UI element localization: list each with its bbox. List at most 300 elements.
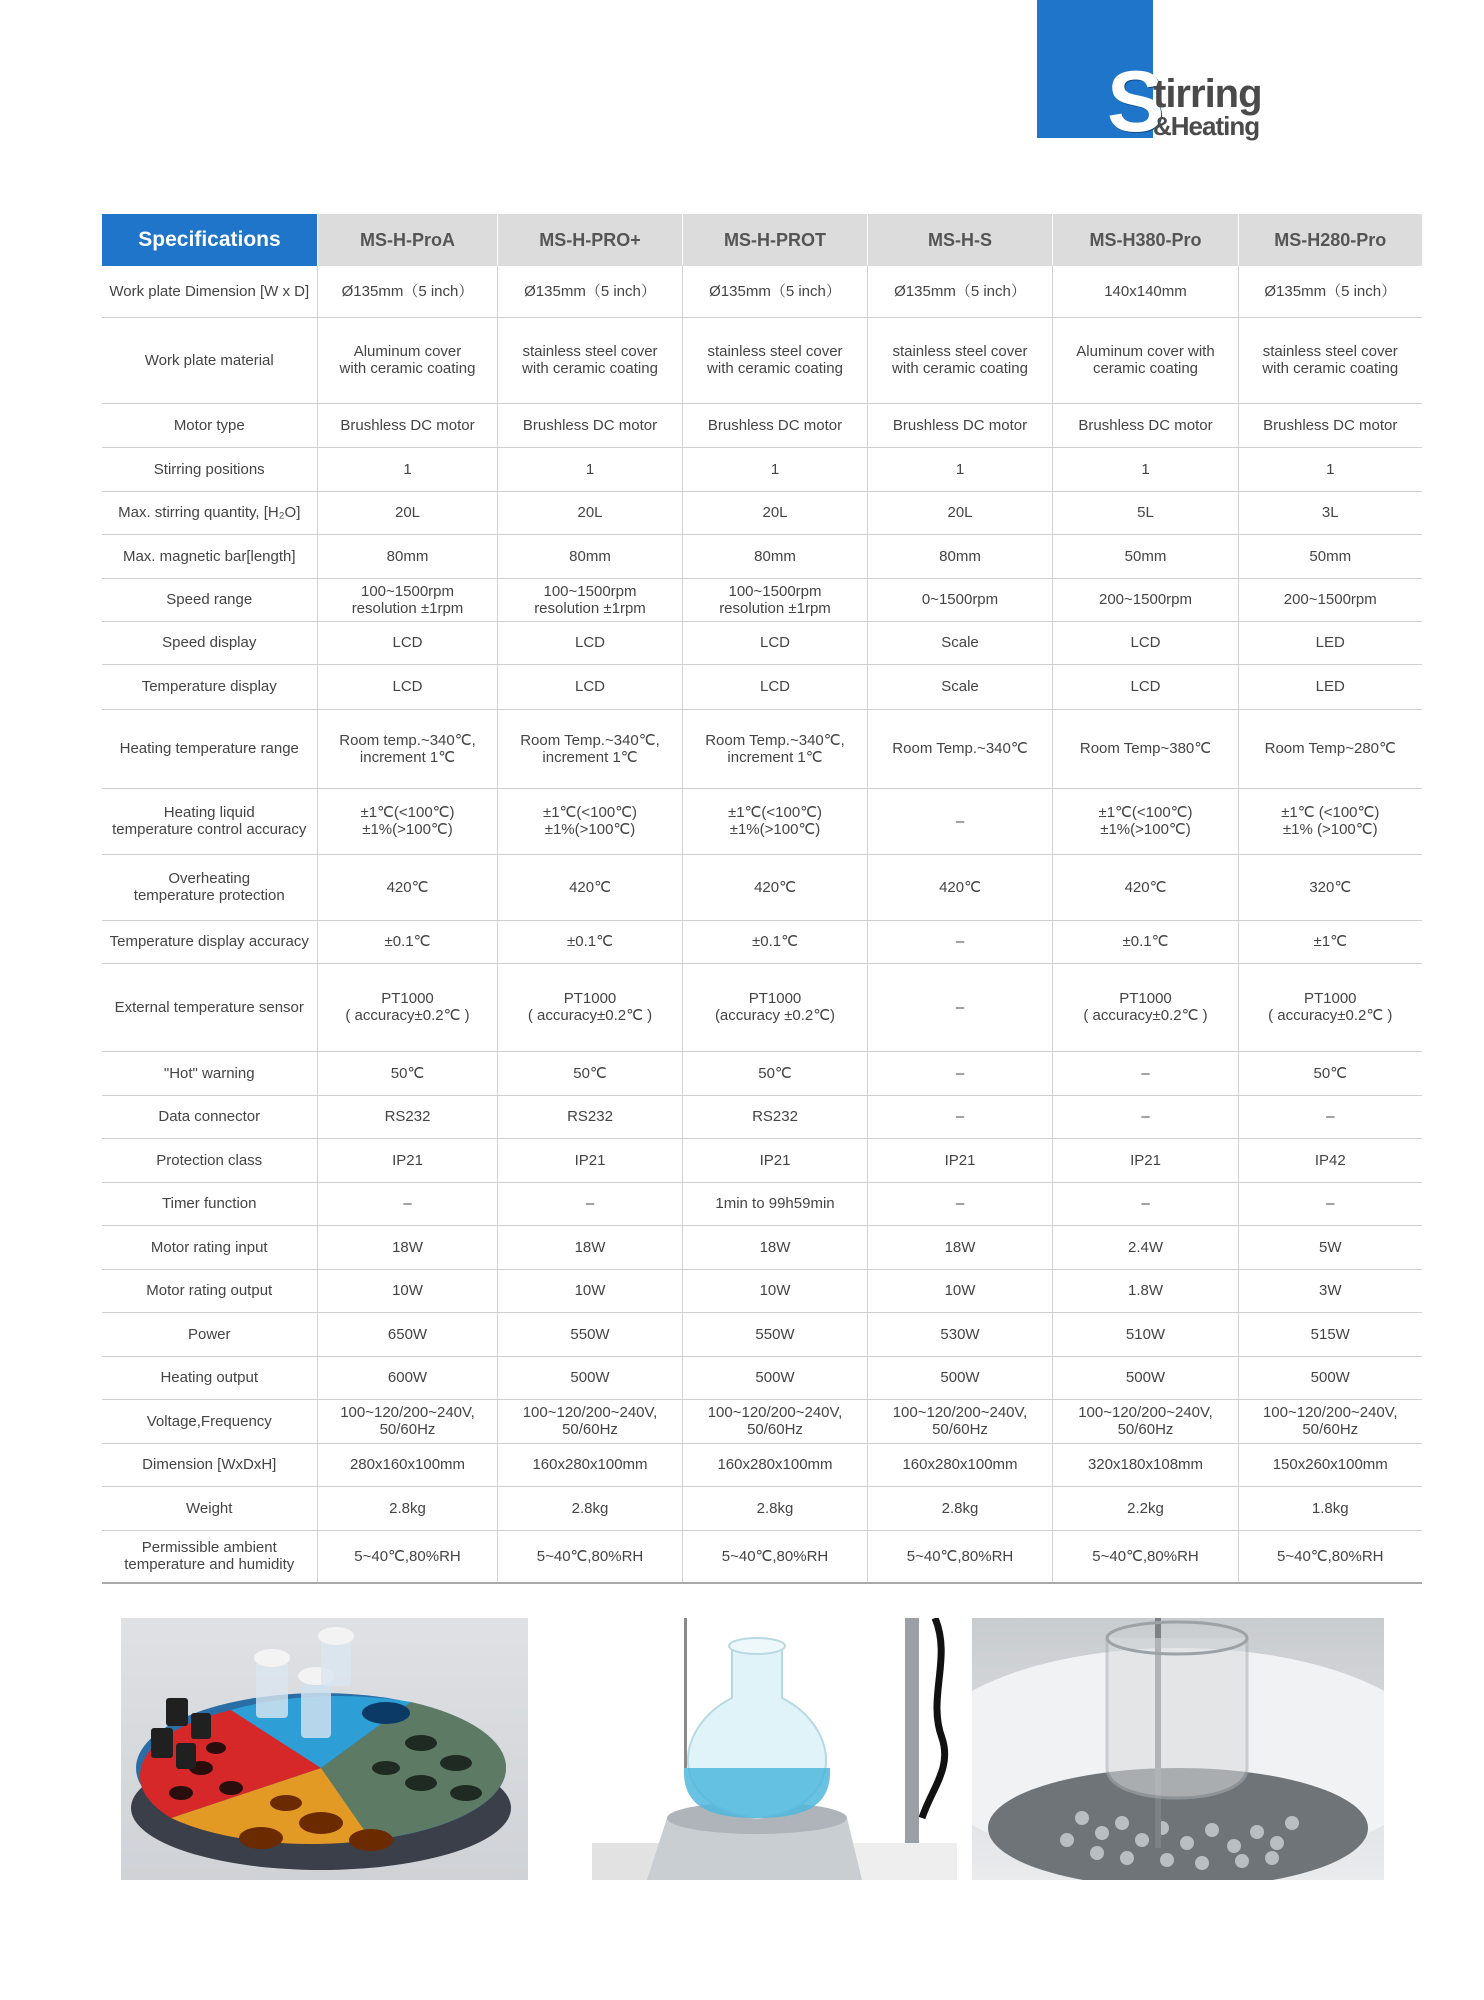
- spec-value: IP21: [944, 1151, 976, 1169]
- spec-value: PT1000 ( accuracy±0.2℃ ): [345, 990, 470, 1024]
- spec-value: stainless steel cover with ceramic coating: [1262, 343, 1399, 377]
- spec-value-cell: [683, 491, 868, 534]
- spec-value-cell: [1239, 1356, 1422, 1399]
- spec-value: 150x260x100mm: [1272, 1456, 1388, 1473]
- spec-value-cell: [868, 1356, 1053, 1399]
- spec-value: 1: [403, 460, 412, 478]
- spec-label-cell: [102, 534, 318, 578]
- spec-value: –: [955, 1064, 965, 1082]
- spec-value-cell: [868, 578, 1053, 621]
- spec-value-cell: [683, 963, 868, 1051]
- spec-value-cell: [868, 854, 1053, 920]
- table-row: [102, 266, 1422, 317]
- spec-value-cell: [868, 1269, 1053, 1312]
- spec-value-cell: [868, 1182, 1053, 1225]
- spec-label-cell: [102, 1182, 318, 1225]
- spec-value-cell: [683, 1443, 868, 1486]
- spec-value-cell: [318, 621, 498, 664]
- spec-value: 100~120/200~240V, 50/60Hz: [892, 1404, 1028, 1438]
- spec-label: Power: [187, 1325, 231, 1343]
- spec-value: IP21: [574, 1151, 606, 1169]
- spec-value-cell: [1053, 534, 1239, 578]
- spec-value: 160x280x100mm: [717, 1456, 833, 1473]
- spec-value-cell: [318, 266, 498, 317]
- spec-value: 100~120/200~240V, 50/60Hz: [340, 1404, 475, 1438]
- spec-label-cell: [102, 788, 318, 854]
- spec-value: Ø135mm（5 inch）: [1264, 282, 1397, 300]
- table-header: [102, 214, 1422, 266]
- spec-value-cell: [868, 788, 1053, 854]
- spec-value-cell: [683, 403, 868, 447]
- spec-value: 2.8kg: [756, 1499, 794, 1517]
- spec-value-cell: [868, 664, 1053, 709]
- spec-label: Permissible ambient temperature and humidity: [124, 1539, 295, 1574]
- spec-value-cell: [1053, 1138, 1239, 1182]
- spec-value: 100~1500rpm resolution ±1rpm: [719, 582, 831, 617]
- spec-value: stainless steel cover with ceramic coating: [707, 343, 843, 377]
- spec-value-cell: [1053, 1356, 1239, 1399]
- model-header: MS-H280-Pro: [1239, 214, 1422, 266]
- table-row: [102, 709, 1422, 788]
- spec-label-cell: [102, 1530, 318, 1583]
- spec-value-cell: [683, 709, 868, 788]
- spec-value-cell: [498, 963, 683, 1051]
- spec-value-cell: [683, 578, 868, 621]
- spec-value: –: [955, 998, 965, 1016]
- spec-value: ±0.1℃: [567, 933, 613, 950]
- spec-value: 5~40℃,80%RH: [721, 1547, 829, 1565]
- spec-value: ±1℃(<100℃) ±1%(>100℃): [360, 804, 455, 838]
- spec-value: 3W: [1319, 1282, 1342, 1299]
- spec-value: 80mm: [569, 547, 611, 565]
- spec-value-cell: [498, 1051, 683, 1095]
- table-row: [102, 1051, 1422, 1095]
- model-header: MS-H380-Pro: [1053, 214, 1239, 266]
- spec-value-cell: [683, 1095, 868, 1138]
- spec-value-cell: [318, 788, 498, 854]
- table-row: [102, 1138, 1422, 1182]
- spec-value: 5W: [1319, 1238, 1342, 1256]
- spec-value: 80mm: [386, 547, 429, 565]
- spec-value-cell: [868, 534, 1053, 578]
- spec-value-cell: [318, 963, 498, 1051]
- spec-value: 5~40℃,80%RH: [1092, 1547, 1199, 1565]
- spec-value: –: [1141, 1108, 1150, 1125]
- spec-value-cell: [498, 578, 683, 621]
- spec-value: LCD: [392, 634, 423, 651]
- spec-value-cell: [1053, 1486, 1239, 1530]
- table-row: [102, 1486, 1422, 1530]
- spec-label-cell: [102, 447, 318, 491]
- spec-value-cell: [1053, 1182, 1239, 1225]
- spec-value: 50℃: [758, 1064, 792, 1082]
- spec-value: 200~1500rpm: [1283, 591, 1377, 608]
- spec-label-cell: [102, 1312, 318, 1356]
- spec-value-cell: [1053, 403, 1239, 447]
- spec-value: 320x180x108mm: [1087, 1456, 1204, 1473]
- spec-value: –: [1141, 1195, 1150, 1212]
- spec-value: Room Temp~380℃: [1079, 740, 1212, 757]
- spec-value-cell: [498, 1182, 683, 1225]
- spec-label-cell: [102, 1356, 318, 1399]
- spec-value: 80mm: [754, 547, 796, 565]
- spec-label: Temperature display accuracy: [109, 933, 309, 950]
- table-row: [102, 1399, 1422, 1443]
- spec-value-cell: [1239, 447, 1422, 491]
- table-row: [102, 1182, 1422, 1225]
- table-row: [102, 578, 1422, 621]
- spec-label: External temperature sensor: [114, 998, 304, 1016]
- table-row: [102, 534, 1422, 578]
- spec-label-cell: [102, 1225, 318, 1269]
- spec-value-cell: [683, 1138, 868, 1182]
- spec-value-cell: [1053, 920, 1239, 963]
- spec-value: 500W: [1310, 1369, 1350, 1386]
- spec-value-cell: [868, 920, 1053, 963]
- spec-label: "Hot" warning: [163, 1064, 255, 1082]
- spec-value: 500W: [940, 1369, 980, 1386]
- spec-value-cell: [1239, 1269, 1422, 1312]
- model-header: MS-H-PROT: [683, 214, 868, 266]
- specifications-table: [101, 214, 1422, 1584]
- spec-value-cell: [683, 920, 868, 963]
- spec-label-cell: [102, 854, 318, 920]
- spec-value: 1.8W: [1127, 1282, 1163, 1299]
- spec-value-cell: [1053, 963, 1239, 1051]
- spec-value-cell: [498, 854, 683, 920]
- spec-value: 160x280x100mm: [532, 1456, 648, 1473]
- spec-value-cell: [683, 1486, 868, 1530]
- table-row: [102, 403, 1422, 447]
- spec-value-cell: [1239, 920, 1422, 963]
- spec-value: 1: [1326, 460, 1335, 478]
- spec-value: 3L: [1321, 504, 1339, 521]
- spec-value: 100~120/200~240V, 50/60Hz: [522, 1404, 658, 1438]
- spec-value: 80mm: [939, 547, 981, 565]
- spec-value-cell: [1053, 317, 1239, 403]
- spec-value-cell: [318, 854, 498, 920]
- spec-value-cell: [498, 1443, 683, 1486]
- spec-value: Brushless DC motor: [892, 416, 1028, 434]
- spec-value: ±0.1℃: [752, 933, 798, 950]
- spec-value: 50mm: [1309, 547, 1352, 565]
- spec-value-cell: [498, 664, 683, 709]
- spec-value-cell: [683, 1182, 868, 1225]
- spec-value: stainless steel cover with ceramic coating: [522, 343, 658, 377]
- logo-word-heating: &Heating: [1153, 111, 1260, 141]
- spec-value-cell: [498, 447, 683, 491]
- spec-value: RS232: [567, 1108, 613, 1125]
- spec-value-cell: [318, 1486, 498, 1530]
- table-row: [102, 664, 1422, 709]
- spec-value-cell: [1239, 578, 1422, 621]
- spec-value: –: [1326, 1195, 1335, 1212]
- spec-value-cell: [1053, 1399, 1239, 1443]
- spec-value: 1.8kg: [1311, 1499, 1349, 1517]
- spec-label: Work plate Dimension [W x D]: [109, 282, 310, 300]
- spec-label: Motor rating output: [146, 1282, 273, 1299]
- table-row: [102, 1530, 1422, 1583]
- spec-value-cell: [1053, 266, 1239, 317]
- flask-illustration: [592, 1618, 957, 1880]
- spec-value-cell: [1053, 709, 1239, 788]
- spec-value: 5~40℃,80%RH: [1277, 1547, 1384, 1565]
- spec-value: 18W: [392, 1238, 423, 1256]
- spec-value: 420℃: [939, 878, 981, 896]
- spec-value: 50℃: [1313, 1064, 1348, 1082]
- table-row: [102, 1443, 1422, 1486]
- spec-value-cell: [868, 317, 1053, 403]
- spec-value-cell: [318, 709, 498, 788]
- spec-value-cell: [868, 403, 1053, 447]
- table-row: [102, 447, 1422, 491]
- spec-value-cell: [1239, 317, 1422, 403]
- spec-value-cell: [683, 664, 868, 709]
- spec-value: LCD: [1130, 634, 1161, 651]
- spec-value: LCD: [574, 634, 605, 651]
- spec-value: 20L: [947, 504, 973, 521]
- spec-value-cell: [683, 1051, 868, 1095]
- spec-value-cell: [868, 1312, 1053, 1356]
- spec-value-cell: [498, 920, 683, 963]
- spec-label-cell: [102, 578, 318, 621]
- spec-value: ±0.1℃: [384, 933, 431, 950]
- spec-value-cell: [1239, 1312, 1422, 1356]
- spec-value: 20L: [762, 504, 788, 521]
- spec-value-cell: [318, 1095, 498, 1138]
- spec-value-cell: [1239, 1225, 1422, 1269]
- spec-value-cell: [1053, 1530, 1239, 1583]
- spec-label: Speed display: [162, 634, 257, 651]
- spec-value-cell: [1053, 1051, 1239, 1095]
- spec-value-cell: [1239, 788, 1422, 854]
- spec-label-cell: [102, 1443, 318, 1486]
- spec-value: PT1000 ( accuracy±0.2℃ ): [1268, 990, 1393, 1024]
- spec-value: Ø135mm（5 inch）: [524, 282, 656, 300]
- spec-value: IP21: [1130, 1151, 1161, 1169]
- spec-value: Ø135mm（5 inch）: [341, 282, 474, 300]
- spec-value-cell: [1053, 854, 1239, 920]
- spec-value: RS232: [752, 1108, 798, 1125]
- spec-value-cell: [868, 1399, 1053, 1443]
- spec-label: Data connector: [158, 1108, 261, 1125]
- spec-label: Overheating temperature protection: [133, 870, 285, 904]
- spec-value-cell: [683, 1399, 868, 1443]
- spec-value-cell: [498, 1225, 683, 1269]
- spec-label-cell: [102, 709, 318, 788]
- spec-value: LCD: [759, 634, 790, 651]
- spec-value: LCD: [759, 678, 790, 695]
- spec-value: 5~40℃,80%RH: [906, 1547, 1014, 1565]
- spec-value: 550W: [570, 1325, 610, 1343]
- spec-value-cell: [683, 1530, 868, 1583]
- spec-value-cell: [498, 1399, 683, 1443]
- spec-value: 200~1500rpm: [1099, 591, 1192, 608]
- spec-value: 100~1500rpm resolution ±1rpm: [351, 582, 464, 617]
- vial-block-photo: [121, 1618, 528, 1880]
- spec-label-cell: [102, 963, 318, 1051]
- spec-value: 2.8kg: [571, 1499, 609, 1517]
- spec-value: 550W: [755, 1325, 795, 1343]
- spec-value: Room Temp~280℃: [1264, 740, 1396, 757]
- spec-value: 420℃: [386, 878, 429, 896]
- spec-label: Heating liquid temperature control accuracy: [112, 804, 307, 838]
- spec-value-cell: [318, 1269, 498, 1312]
- spec-value-cell: [318, 1530, 498, 1583]
- spec-value: 5~40℃,80%RH: [354, 1547, 461, 1565]
- spec-value: stainless steel cover with ceramic coating: [892, 343, 1028, 377]
- spec-value-cell: [318, 1051, 498, 1095]
- spec-value: 2.8kg: [389, 1499, 426, 1517]
- spec-value: 1: [585, 460, 595, 478]
- spec-label: Motor rating input: [150, 1238, 268, 1256]
- spec-value-cell: [1239, 403, 1422, 447]
- spec-value-cell: [318, 1356, 498, 1399]
- spec-value: ±1℃(<100℃) ±1%(>100℃): [1098, 804, 1193, 838]
- spec-value-cell: [868, 621, 1053, 664]
- spec-value-cell: [868, 963, 1053, 1051]
- spec-value: 510W: [1125, 1325, 1166, 1343]
- spec-value-cell: [318, 1182, 498, 1225]
- spec-label-cell: [102, 317, 318, 403]
- spec-value: Brushless DC motor: [340, 416, 475, 434]
- spec-value-cell: [498, 1356, 683, 1399]
- spec-value-cell: [683, 447, 868, 491]
- model-header: MS-H-ProA: [318, 214, 498, 266]
- spec-value-cell: [318, 1225, 498, 1269]
- spec-value-cell: [868, 1530, 1053, 1583]
- spec-value: 18W: [574, 1238, 606, 1256]
- spec-value-cell: [498, 266, 683, 317]
- spec-value-cell: [1239, 621, 1422, 664]
- spec-value-cell: [1239, 266, 1422, 317]
- spec-value-cell: [1053, 621, 1239, 664]
- table-row: [102, 1312, 1422, 1356]
- spec-label: Heating output: [160, 1369, 259, 1386]
- spec-value-cell: [498, 1486, 683, 1530]
- spec-value: 50mm: [1124, 547, 1167, 565]
- spec-value: Aluminum cover with ceramic coating: [339, 343, 476, 377]
- spec-value: ±0.1℃: [1122, 933, 1169, 950]
- spec-value: –: [1326, 1108, 1335, 1125]
- spec-value: 500W: [1125, 1369, 1166, 1386]
- spec-value-cell: [1053, 1443, 1239, 1486]
- spec-value: Brushless DC motor: [1078, 416, 1213, 434]
- spec-value: Room temp.~340℃, increment 1℃: [339, 731, 476, 766]
- beads-beaker-illustration: [972, 1618, 1384, 1880]
- spec-value: 100~1500rpm resolution ±1rpm: [534, 582, 646, 617]
- table-row: [102, 491, 1422, 534]
- spec-value: LED: [1315, 678, 1345, 695]
- spec-label: Voltage,Frequency: [146, 1412, 272, 1430]
- spec-value: Scale: [941, 678, 979, 695]
- table-row: [102, 1269, 1422, 1312]
- spec-value: 10W: [759, 1282, 791, 1299]
- spec-value: Brushless DC motor: [1263, 416, 1398, 434]
- spec-value-cell: [1239, 534, 1422, 578]
- spec-value-cell: [1239, 1138, 1422, 1182]
- spec-label: Weight: [186, 1499, 233, 1517]
- spec-value-cell: [1239, 1182, 1422, 1225]
- spec-value: 530W: [940, 1325, 980, 1343]
- spec-value-cell: [683, 854, 868, 920]
- spec-label-cell: [102, 1269, 318, 1312]
- spec-value: Brushless DC motor: [707, 416, 843, 434]
- spec-value-cell: [318, 1399, 498, 1443]
- spec-value: 1: [770, 460, 780, 478]
- spec-value: LCD: [1130, 678, 1161, 695]
- spec-value-cell: [1239, 854, 1422, 920]
- spec-label-cell: [102, 403, 318, 447]
- spec-value: LCD: [392, 678, 423, 695]
- spec-value: 20L: [577, 504, 603, 521]
- spec-value-cell: [318, 578, 498, 621]
- spec-value-cell: [498, 709, 683, 788]
- spec-value-cell: [498, 1269, 683, 1312]
- spec-value: 20L: [394, 504, 421, 521]
- spec-value: Brushless DC motor: [522, 416, 658, 434]
- spec-value: 10W: [944, 1282, 976, 1299]
- spec-value: RS232: [384, 1108, 431, 1125]
- spec-label-cell: [102, 1051, 318, 1095]
- spec-value: 100~120/200~240V, 50/60Hz: [1078, 1404, 1213, 1438]
- table-row: [102, 1356, 1422, 1399]
- spec-value-cell: [498, 1138, 683, 1182]
- spec-value: 1min to 99h59min: [715, 1195, 835, 1212]
- spec-value: 50℃: [573, 1064, 607, 1082]
- spec-label-cell: [102, 920, 318, 963]
- spec-label-cell: [102, 1095, 318, 1138]
- spec-value: Scale: [941, 634, 979, 651]
- spec-value-cell: [498, 317, 683, 403]
- table-row: [102, 1225, 1422, 1269]
- spec-value: IP21: [759, 1151, 791, 1169]
- spec-value: LCD: [574, 678, 605, 695]
- specifications-title: Specifications: [102, 214, 318, 266]
- spec-value: 5~40℃,80%RH: [536, 1547, 644, 1565]
- table-row: [102, 1095, 1422, 1138]
- spec-value: 600W: [387, 1369, 428, 1386]
- spec-value: 0~1500rpm: [921, 591, 999, 608]
- spec-value: Aluminum cover with ceramic coating: [1076, 343, 1215, 377]
- spec-value: PT1000 ( accuracy±0.2℃ ): [1083, 990, 1208, 1024]
- spec-value-cell: [1053, 1095, 1239, 1138]
- spec-value-cell: [868, 1095, 1053, 1138]
- spec-label: Dimension [WxDxH]: [142, 1456, 277, 1473]
- spec-value-cell: [318, 403, 498, 447]
- spec-value: 10W: [574, 1282, 606, 1299]
- spec-label: Heating temperature range: [119, 740, 299, 757]
- spec-value: Ø135mm（5 inch）: [709, 282, 841, 300]
- spec-label-cell: [102, 491, 318, 534]
- header-row: [102, 214, 1422, 266]
- spec-value-cell: [498, 621, 683, 664]
- spec-value-cell: [1053, 447, 1239, 491]
- spec-value-cell: [1239, 1530, 1422, 1583]
- beads-beaker-photo: [972, 1618, 1384, 1880]
- spec-value-cell: [868, 491, 1053, 534]
- spec-value-cell: [868, 1225, 1053, 1269]
- spec-value-cell: [868, 447, 1053, 491]
- spec-value-cell: [318, 534, 498, 578]
- vial-block-illustration: [121, 1618, 528, 1880]
- spec-value-cell: [1053, 788, 1239, 854]
- spec-label: Work plate material: [144, 351, 274, 369]
- spec-value-cell: [1053, 1312, 1239, 1356]
- spec-value-cell: [868, 1138, 1053, 1182]
- spec-value: –: [955, 812, 965, 830]
- spec-label: Max. stirring quantity, [H₂O]: [118, 504, 301, 521]
